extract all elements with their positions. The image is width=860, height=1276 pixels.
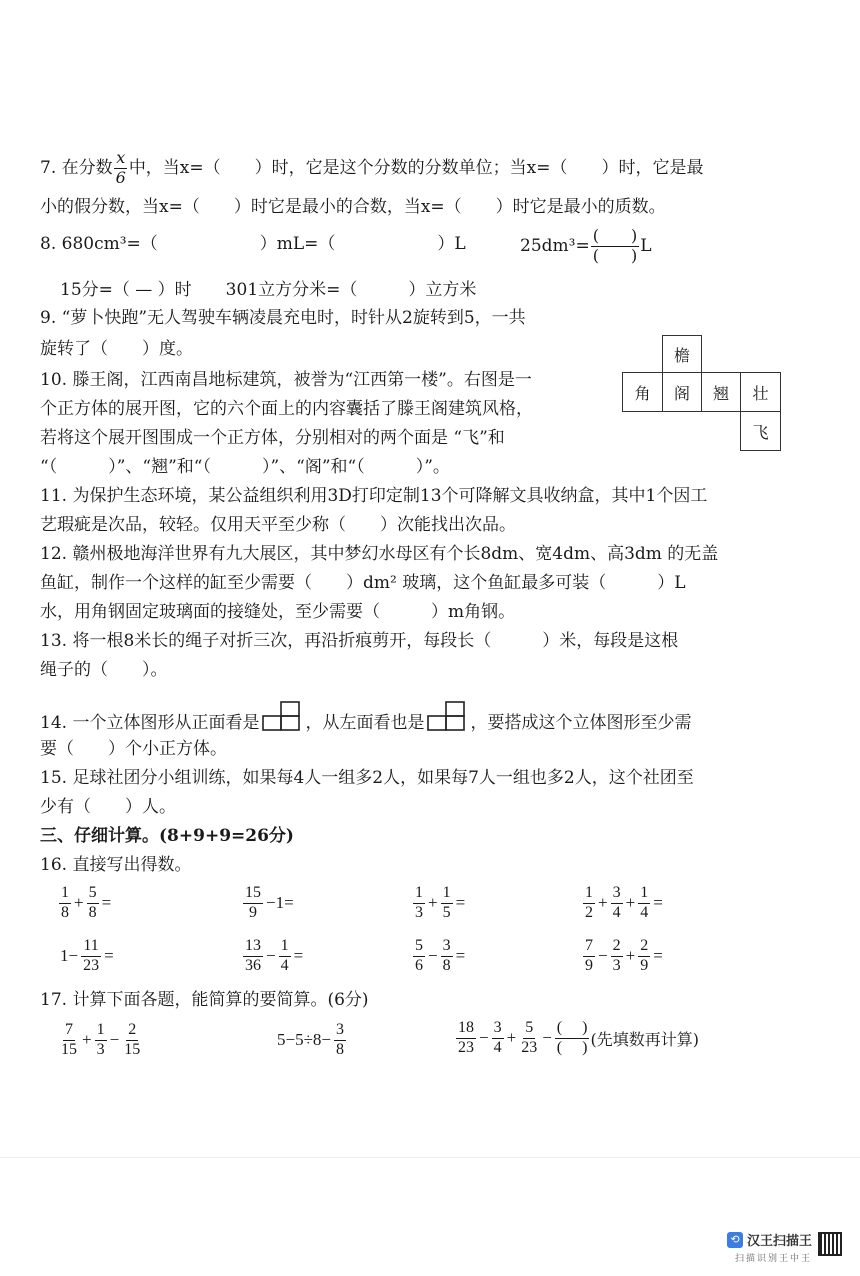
net-face-eaves: 檐	[662, 335, 702, 373]
q8-line2: 15分=（ — ）时 301立方分米=（ ）立方米	[60, 280, 477, 300]
q13-line2: 绳子的（ ）。	[40, 660, 168, 680]
q16-expr-8: $\frac{7}{9}$ − $\frac{2}{3}$ + $\frac{2}{9}$ =	[585, 937, 663, 974]
q7-text-b: 中，当x=（ ）时，它是这个分数的分数单位；当x=（ ）时，它是最	[128, 157, 704, 178]
q7-text-a: 7. 在分数	[40, 157, 113, 178]
q14-line2: 要（ ）个小正方体。	[40, 739, 227, 759]
scanner-watermark: ⟲ 汉王扫描王	[727, 1230, 812, 1249]
q16-expr-3: $\frac{1}{3}$ + $\frac{1}{5}$ =	[415, 884, 466, 921]
q16-expr-6: $\frac{13}{36}$ − $\frac{1}{4}$ =	[245, 937, 304, 974]
q12-line1: 12. 赣州极地海洋世界有九大展区，其中梦幻水母区有个长8dm、宽4dm、高3dm 的无盖	[40, 544, 719, 564]
q10-line1: 10. 滕王阁，江西南昌地标建筑，被誉为“江西第一楼”。右图是一	[40, 370, 532, 390]
footer-divider	[0, 1157, 860, 1158]
q17-expr-1: $\frac{7}{15}$ + $\frac{1}{3}$ − $\frac{2}{15}$	[61, 1021, 141, 1058]
q13-line1: 13. 将一根8米长的绳子对折三次，再沿折痕剪开，每段长（ ）米，每段是这根	[40, 631, 679, 651]
q16-title: 16. 直接写出得数。	[40, 855, 192, 875]
q7-fraction: $\frac{x}{6}$	[115, 148, 126, 187]
q11-line2: 艺瑕疵是次品，较轻。仅用天平至少称（ ）次能找出次品。	[40, 515, 516, 535]
q17-expr-3: $\frac{18}{23}$ − $\frac{3}{4}$ + $\frac{5}{23}$ − $\frac{( )}{( )}$ (先填数再计算)	[458, 1019, 699, 1056]
q12-line3: 水，用角钢固定玻璃面的接缝处，至少需要（ ）m角钢。	[40, 602, 516, 622]
left-view-icon	[426, 700, 468, 732]
q7-line1	[40, 150, 703, 187]
net-face-pavilion: 阁	[662, 372, 702, 412]
q16-expr-1: $\frac{1}{8}$ + $\frac{5}{8}$ =	[61, 884, 112, 921]
q16-expr-5: 1− $\frac{11}{23}$ =	[60, 937, 114, 974]
q14-line1: 14. 一个立体图形从正面看是 ，从左面看也是 ，要搭成这个立体图形至少需	[40, 700, 691, 732]
q15-line2: 少有（ ）人。	[40, 797, 176, 817]
q16-expr-7: $\frac{5}{6}$ − $\frac{3}{8}$ =	[415, 937, 466, 974]
q17-expr-2: 5−5÷8− $\frac{3}{8}$	[277, 1021, 345, 1058]
q10-line3: 若将这个展开图围成一个正方体，分别相对的两个面是 “飞”和	[40, 428, 505, 448]
q9-line2: 旋转了（ ）度。	[40, 339, 193, 359]
q7-line2: 小的假分数，当x=（ ）时它是最小的合数，当x=（ ）时它是最小的质数。	[40, 197, 666, 217]
q11-line1: 11. 为保护生态环境，某公益组织利用3D打印定制13个可降解文具收纳盒，其中1个因工	[40, 486, 708, 506]
net-face-grand: 壮	[740, 372, 781, 412]
scan-app-icon: ⟲	[727, 1232, 743, 1248]
net-face-fly: 飞	[740, 411, 781, 451]
q10-line4: “（ ）”、“翘”和“（ ）”、“阁”和“（ ）”。	[40, 457, 450, 477]
q12-line2: 鱼缸，制作一个这样的缸至少需要（ ）dm² 玻璃，这个鱼缸最多可装（ ）L	[40, 573, 686, 593]
q16-expr-4: $\frac{1}{2}$ + $\frac{3}{4}$ + $\frac{1}{4}$ =	[585, 884, 663, 921]
section-heading: 三、仔细计算。(8+9+9=26分)	[40, 826, 294, 846]
qr-code-icon	[818, 1232, 842, 1256]
q16-expr-2: $\frac{15}{9}$ −1=	[245, 884, 294, 921]
front-view-icon	[261, 700, 303, 732]
q8-fraction-blank: $\frac{( )}{( )}$	[592, 226, 638, 265]
net-face-upturn: 翘	[701, 372, 741, 412]
q10-line2: 个正方体的展开图，它的六个面上的内容囊括了滕王阁建筑风格，	[40, 399, 533, 419]
q8-unit-conv: 25dm³= $\frac{( )}{( )}$ L	[520, 226, 652, 265]
net-face-corner: 角	[622, 372, 663, 412]
q17-title: 17. 计算下面各题，能简算的要简算。(6分)	[40, 990, 369, 1010]
q8-line1: 8. 680cm³=（ ）mL=（ ）L	[40, 234, 466, 254]
watermark-subtitle: 扫描识别王中王	[734, 1254, 812, 1264]
q9-line1: 9. “萝卜快跑”无人驾驶车辆凌晨充电时，时针从2旋转到5，一共	[40, 308, 526, 328]
q15-line1: 15. 足球社团分小组训练，如果每4人一组多2人，如果每7人一组也多2人，这个社团至	[40, 768, 694, 788]
